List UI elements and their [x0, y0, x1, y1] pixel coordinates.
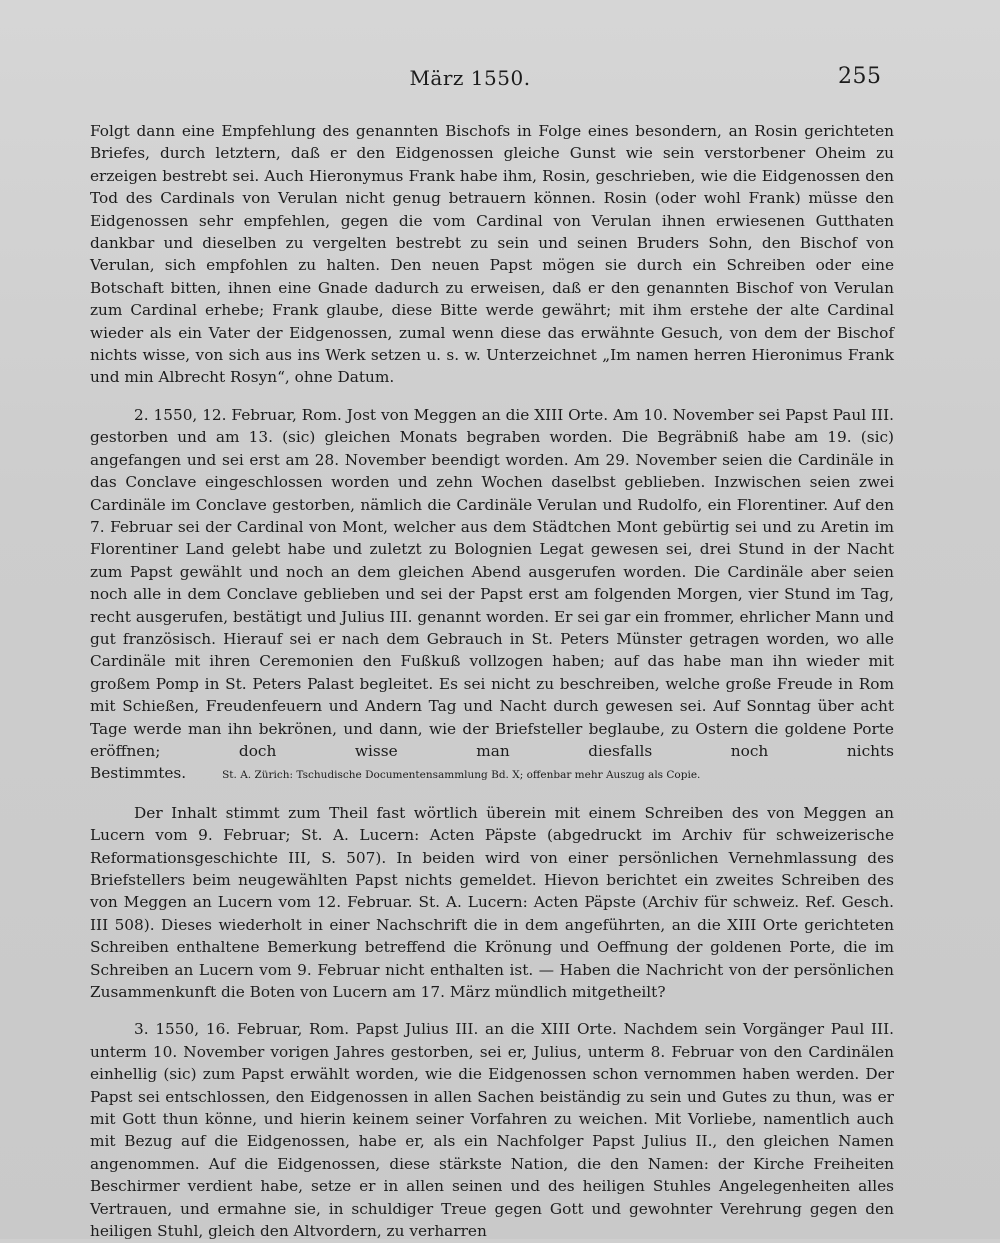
source-citation: St. A. Zürich: Tschudische Documentensammlung Bd. X; offenbar mehr Auszug als Copie.: [222, 769, 701, 782]
entry-2: [90, 404, 894, 787]
entry-2-text: 2. 1550, 12. Februar, Rom. Jost von Meggen an die XIII Orte. Am 10. November sei Papst Paul III. gestorben und am 13. (sic) gleichen Monats begraben worden. Die Begräbniß habe am 19. (sic) angefangen und sei erst am 28. November beendigt worden. Am 29. November seien die Cardinäle in das Conclave eingeschlossen worden und zehn Wochen daselbst geblieben. Inzwischen seien zwei Cardinäle im Conclave gestorben, nämlich die Cardinäle Verulan und Rudolfo, ein Florentiner. Auf den 7. Februar sei der Cardinal von Mont, welcher aus dem Städtchen Mont gebürtig sei und zu Aretin im Florentiner Land gelebt habe und zuletzt zu Bolognien Legat gewesen sei, drei Stund in der Nacht zum Papst gewählt und noch an dem gleichen Abend ausgerufen worden. Die Cardinäle aber seien noch alle in dem Conclave geblieben und sei der Papst erst am folgenden Morgen, vier Stund im Tag, recht ausgerufen, bestätigt und Julius III. genannt worden. Er sei gar ein frommer, ehrlicher Mann und gut französisch. Hierauf sei er nach dem Gebrauch in St. Peters Münster getragen worden, wo alle Cardinäle mit ihren Ceremonien den Fußkuß vollzogen haben; auf das habe man ihn wieder mit großem Pomp in St. Peters Palast begleitet. Es sei nicht zu beschreiben, welche große Freude in Rom mit Schießen, Freudenfeuern und Andern Tag und Nacht durch gewesen sei. Auf Sonntag über acht Tage werde man ihn bekrönen, und dann, wie der Briefsteller beglaube, zu Ostern die goldene Porte eröffnen; doch wisse man diesfalls noch nichts Bestimmtes.: [90, 405, 894, 783]
running-head: [0, 66, 1000, 96]
page-number: 255: [838, 64, 882, 89]
editorial-note: Der Inhalt stimmt zum Theil fast wörtlich überein mit einem Schreiben des von Meggen an Lucern vom 9. Februar; St. A. Lucern: Acten Päpste (abgedruckt im Archiv für schweizerische Reformationsgeschichte III, S. 507). In beiden wird von einer persönlichen Vernehmlassung des Briefstellers beim neugewählten Papst nichts gemeldet. Hievon berichtet ein zweites Schreiben des von Meggen an Lucern vom 12. Februar. St. A. Lucern: Acten Päpste (Archiv für schweiz. Ref. Gesch. III 508). Dieses wiederholt in einer Nachschrift die in dem angeführten, an die XIII Orte gerichteten Schreiben enthaltene Bemerkung betreffend die Krönung und Oeffnung der goldenen Porte, die im Schreiben an Lucern vom 9. Februar nicht enthalten ist. — Haben die Nachricht von der persönlichen Zusammenkunft die Boten von Lucern am 17. März mündlich mitgetheilt?: [90, 803, 894, 1002]
entry-3: 3. 1550, 16. Februar, Rom. Papst Julius III. an die XIII Orte. Nachdem sein Vorgänger Paul III. unterm 10. November vorigen Jahres gestorben, sei er, Julius, unterm 8. Februar von den Cardinälen einhellig (sic) zum Papst erwählt worden, wie die Eidgenossen schon vernommen haben werden. Der Papst sei entschlossen, den Eidgenossen in allen Sachen beiständig zu sein und Gutes zu thun, was er mit Gott thun könne, und hierin keinem seiner Vorfahren zu weichen. Mit Vorliebe, namentlich auch mit Bezug auf die Eidgenossen, habe er, als ein Nachfolger Papst Julius II., den gleichen Namen angenommen. Auf die Eidgenossen, diese stärkste Nation, die den Namen: der Kirche Freiheiten Beschirmer verdient habe, setze er in allen seinen und des heiligen Stuhles Angelegenheiten alles Vertrauen, und ermahne sie, in schuldiger Treue gegen Gott und gewohnter Verehrung gegen den heiligen Stuhl, gleich den Altvordern, zu verharren: [90, 1020, 894, 1241]
running-head-title: März 1550.: [409, 66, 531, 90]
paragraph-summary-continuation: Folgt dann eine Empfehlung des genannten Bischofs in Folge eines besondern, an Rosin gerichteten Briefes, durch letztern, daß er den Eidgenossen gleiche Gunst wie sein verstorbener Oheim zu erzeigen bestrebt sei. Auch Hieronymus Frank habe ihm, Rosin, geschrieben, wie die Eidgenossen den Tod des Cardinals von Verulan nicht genug betrauern können. Rosin (oder wohl Frank) müsse den Eidgenossen sehr empfehlen, gegen die vom Cardinal von Verulan ihnen erwiesenen Gutthaten dankbar und dieselben zu vergelten bestrebt zu sein und seinen Bruders Sohn, den Bischof von Verulan, sich empfohlen zu halten. Den neuen Papst mögen sie durch ein Schreiben oder eine Botschaft bitten, ihnen eine Gnade dadurch zu erweisen, daß er den genannten Bischof von Verulan zum Cardinal erhebe; Frank glaube, diese Bitte werde gewährt; mit ihm erstehe der alte Cardinal wieder als ein Vater der Eidgenossen, zumal wenn diese das erwähnte Gesuch, von dem der Bischof nichts wisse, von sich aus ins Werk setzen u. s. w. Unterzeichnet „Im namen herren Hieronimus Frank und min Albrecht Rosyn“, ohne Datum.: [90, 122, 894, 387]
body-text: [90, 120, 894, 1243]
